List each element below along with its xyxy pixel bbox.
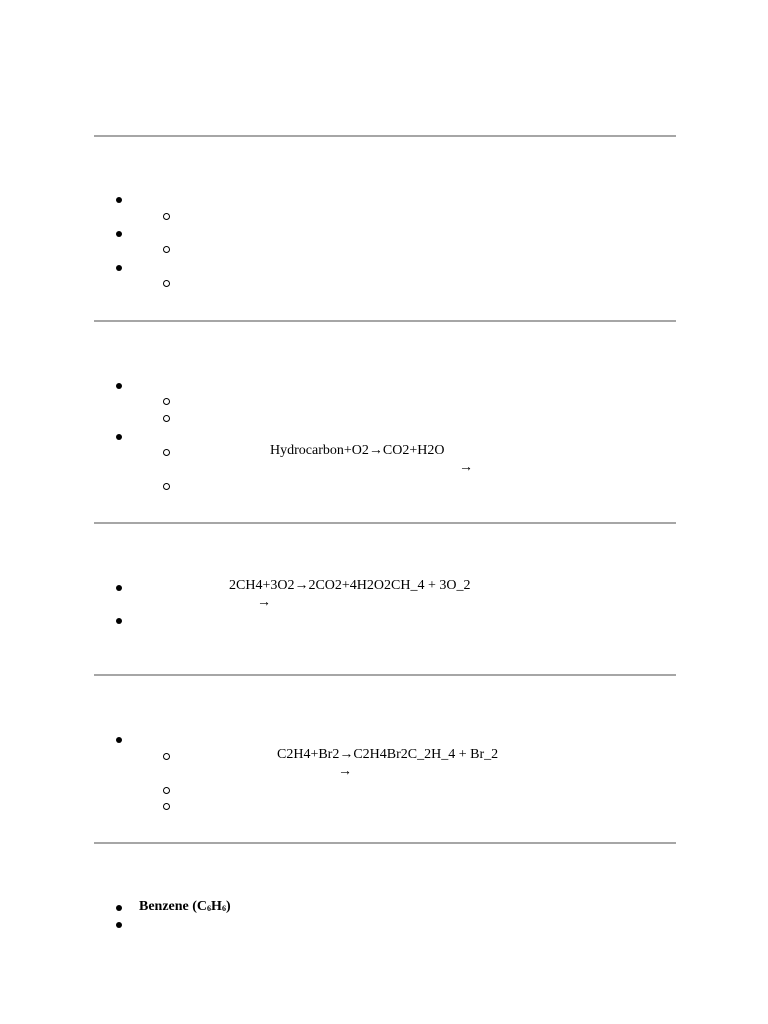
benzene-label: Benzene (C6H6) <box>139 899 231 914</box>
sublist-bullet <box>163 803 170 810</box>
list-bullet <box>116 618 122 624</box>
equation-arrow: → <box>257 595 271 610</box>
list-bullet <box>116 905 122 911</box>
list-bullet <box>116 585 122 591</box>
sublist-bullet <box>163 483 170 490</box>
section-divider-5 <box>94 842 676 844</box>
equation-arrow: → <box>459 460 473 475</box>
sublist-bullet <box>163 398 170 405</box>
list-bullet <box>116 383 122 389</box>
list-bullet <box>116 434 122 440</box>
list-bullet <box>116 197 122 203</box>
bromination-equation: C2H4+Br2→C2H4Br2C_2H_4 + Br_2 <box>277 747 499 762</box>
list-bullet <box>116 922 122 928</box>
list-bullet <box>116 265 122 271</box>
sublist-bullet <box>163 449 170 456</box>
section-divider-1 <box>94 135 676 137</box>
section-divider-3 <box>94 522 676 524</box>
equation-arrow: → <box>338 764 352 779</box>
list-bullet <box>116 231 122 237</box>
sublist-bullet <box>163 213 170 220</box>
sublist-bullet <box>163 415 170 422</box>
sublist-bullet <box>163 280 170 287</box>
methane-combustion-equation: 2CH4+3O2→2CO2+4H2O2CH_4 + 3O_2 <box>229 578 471 593</box>
section-divider-4 <box>94 674 676 676</box>
sublist-bullet <box>163 787 170 794</box>
list-bullet <box>116 737 122 743</box>
section-divider-2 <box>94 320 676 322</box>
sublist-bullet <box>163 753 170 760</box>
sublist-bullet <box>163 246 170 253</box>
combustion-equation: Hydrocarbon+O2→CO2+H2O <box>270 443 445 458</box>
